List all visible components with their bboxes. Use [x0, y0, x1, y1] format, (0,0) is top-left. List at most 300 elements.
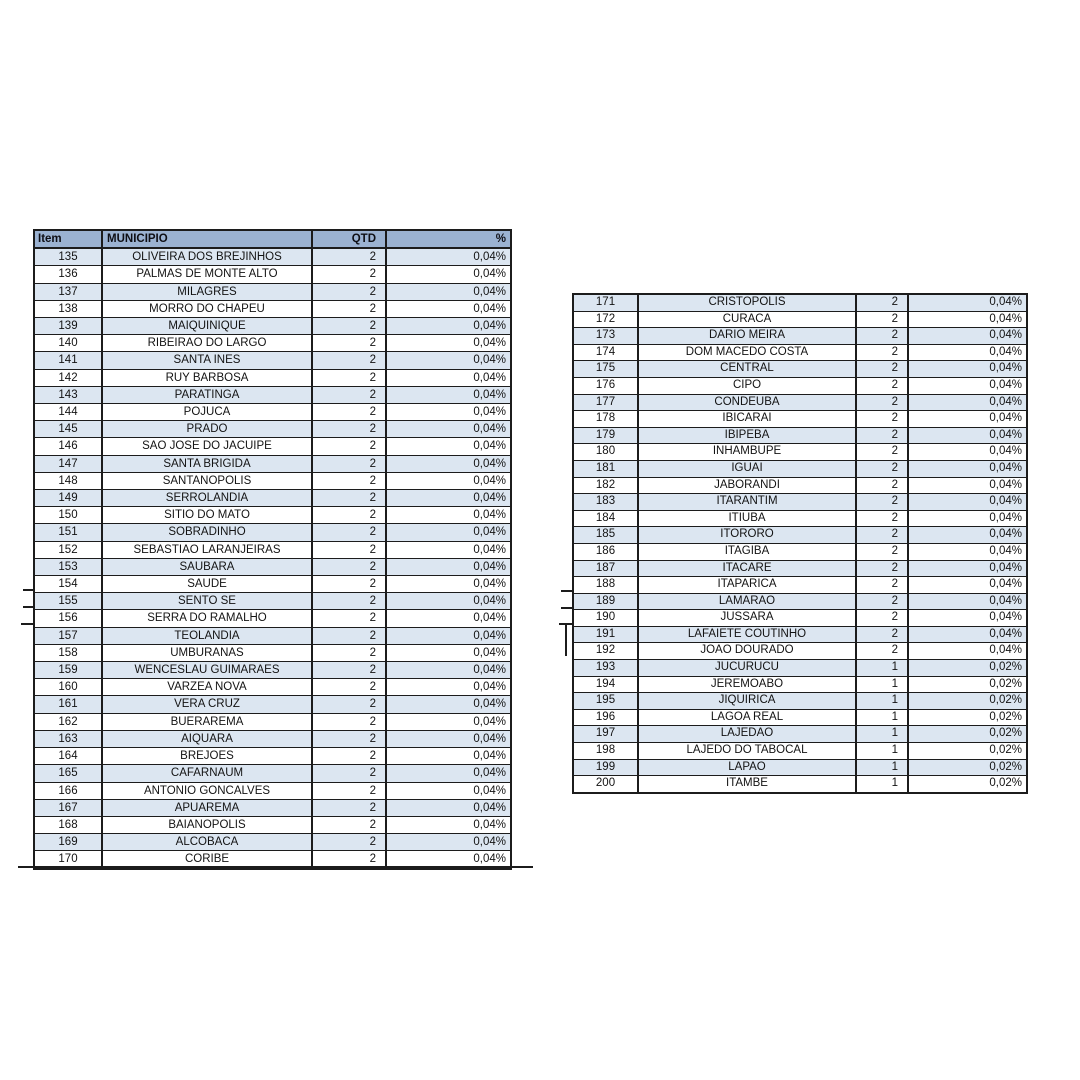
qtd-cell: 1 — [856, 726, 908, 743]
municipio-cell: SERROLANDIA — [102, 490, 312, 507]
table-row — [34, 266, 511, 283]
municipio-cell: JIQUIRICA — [638, 693, 856, 710]
pct-cell: 0,02% — [908, 660, 1027, 677]
qtd-cell: 2 — [856, 444, 908, 461]
qtd-cell: 2 — [312, 644, 386, 661]
item-cell: 159 — [34, 662, 102, 679]
municipio-cell: CURACA — [638, 311, 856, 328]
item-cell: 196 — [573, 709, 638, 726]
qtd-cell: 2 — [312, 472, 386, 489]
table-row — [573, 460, 1027, 477]
table-row — [573, 726, 1027, 743]
municipality-table-left — [33, 229, 512, 870]
table-row — [573, 610, 1027, 627]
pct-cell: 0,04% — [908, 411, 1027, 428]
pct-cell: 0,04% — [908, 643, 1027, 660]
pct-cell: 0,04% — [386, 524, 511, 541]
pct-cell: 0,04% — [908, 427, 1027, 444]
scan-artifact-line — [23, 589, 34, 591]
municipio-cell: JABORANDI — [638, 477, 856, 494]
scan-artifact-line — [23, 606, 34, 608]
qtd-cell: 2 — [312, 679, 386, 696]
table-row — [34, 472, 511, 489]
municipio-cell: IBICARAI — [638, 411, 856, 428]
municipio-cell: LAGOA REAL — [638, 709, 856, 726]
qtd-cell: 1 — [856, 776, 908, 793]
qtd-cell: 2 — [856, 394, 908, 411]
municipio-cell: APUAREMA — [102, 799, 312, 816]
table-row — [573, 776, 1027, 793]
pct-cell: 0,04% — [386, 541, 511, 558]
municipio-cell: PALMAS DE MONTE ALTO — [102, 266, 312, 283]
item-cell: 192 — [573, 643, 638, 660]
pct-cell: 0,02% — [908, 776, 1027, 793]
pct-cell: 0,02% — [908, 743, 1027, 760]
table-row — [573, 709, 1027, 726]
header-row — [34, 230, 511, 248]
municipio-cell: RIBEIRAO DO LARGO — [102, 335, 312, 352]
table-row — [573, 494, 1027, 511]
item-cell: 139 — [34, 318, 102, 335]
item-cell: 176 — [573, 377, 638, 394]
left-table-body — [34, 248, 511, 868]
municipio-cell: VARZEA NOVA — [102, 679, 312, 696]
pct-cell: 0,02% — [908, 709, 1027, 726]
qtd-cell: 2 — [312, 799, 386, 816]
qtd-cell: 2 — [312, 283, 386, 300]
qtd-cell: 2 — [312, 524, 386, 541]
municipio-cell: CONDEUBA — [638, 394, 856, 411]
qtd-cell: 1 — [856, 759, 908, 776]
item-cell: 168 — [34, 816, 102, 833]
qtd-cell: 1 — [856, 743, 908, 760]
pct-cell: 0,04% — [386, 386, 511, 403]
table-row — [573, 626, 1027, 643]
table-row — [573, 543, 1027, 560]
item-cell: 156 — [34, 610, 102, 627]
table-row — [34, 765, 511, 782]
municipio-cell: DOM MACEDO COSTA — [638, 344, 856, 361]
pct-cell: 0,04% — [386, 748, 511, 765]
qtd-cell: 2 — [856, 527, 908, 544]
qtd-cell: 2 — [312, 318, 386, 335]
pct-cell: 0,04% — [386, 404, 511, 421]
qtd-cell: 2 — [312, 558, 386, 575]
item-cell: 147 — [34, 455, 102, 472]
qtd-cell: 2 — [312, 369, 386, 386]
pct-cell: 0,04% — [386, 730, 511, 747]
pct-cell: 0,02% — [908, 726, 1027, 743]
table-row — [34, 610, 511, 627]
item-cell: 180 — [573, 444, 638, 461]
table-row — [573, 660, 1027, 677]
qtd-cell: 2 — [856, 626, 908, 643]
pct-cell: 0,04% — [908, 328, 1027, 345]
qtd-cell: 2 — [312, 421, 386, 438]
municipio-cell: ITIUBA — [638, 510, 856, 527]
qtd-cell: 2 — [312, 593, 386, 610]
pct-cell: 0,04% — [908, 311, 1027, 328]
item-cell: 175 — [573, 361, 638, 378]
table-row — [34, 283, 511, 300]
item-cell: 158 — [34, 644, 102, 661]
table-row — [573, 510, 1027, 527]
table-row — [34, 748, 511, 765]
item-cell: 161 — [34, 696, 102, 713]
qtd-cell: 2 — [856, 294, 908, 311]
qtd-cell: 2 — [856, 427, 908, 444]
table-row — [573, 577, 1027, 594]
municipio-cell: DARIO MEIRA — [638, 328, 856, 345]
table-row — [34, 576, 511, 593]
qtd-cell: 2 — [856, 311, 908, 328]
table-row — [573, 643, 1027, 660]
qtd-cell: 2 — [312, 627, 386, 644]
qtd-cell: 2 — [856, 543, 908, 560]
item-cell: 136 — [34, 266, 102, 283]
table-row — [573, 676, 1027, 693]
municipio-cell: IGUAI — [638, 460, 856, 477]
municipio-cell: PRADO — [102, 421, 312, 438]
municipio-cell: ITACARE — [638, 560, 856, 577]
pct-cell: 0,04% — [908, 527, 1027, 544]
table-row — [573, 759, 1027, 776]
qtd-cell: 2 — [312, 352, 386, 369]
table-row — [34, 507, 511, 524]
table-row — [34, 782, 511, 799]
municipio-cell: ITAPARICA — [638, 577, 856, 594]
item-cell: 194 — [573, 676, 638, 693]
pct-cell: 0,04% — [386, 799, 511, 816]
pct-cell: 0,04% — [908, 610, 1027, 627]
item-cell: 173 — [573, 328, 638, 345]
municipio-cell: ALCOBACA — [102, 834, 312, 851]
table-row — [34, 386, 511, 403]
qtd-cell: 2 — [856, 477, 908, 494]
table-row — [34, 318, 511, 335]
table-row — [34, 834, 511, 851]
municipio-cell: ITAGIBA — [638, 543, 856, 560]
municipio-cell: INHAMBUPE — [638, 444, 856, 461]
item-cell: 171 — [573, 294, 638, 311]
table-row — [34, 524, 511, 541]
table-row — [34, 558, 511, 575]
municipio-cell: WENCESLAU GUIMARAES — [102, 662, 312, 679]
qtd-cell: 2 — [312, 816, 386, 833]
item-cell: 189 — [573, 593, 638, 610]
item-cell: 135 — [34, 248, 102, 266]
pct-cell: 0,04% — [386, 610, 511, 627]
item-cell: 163 — [34, 730, 102, 747]
qtd-cell: 2 — [312, 404, 386, 421]
municipio-cell: LAJEDAO — [638, 726, 856, 743]
municipio-cell: CRISTOPOLIS — [638, 294, 856, 311]
pct-cell: 0,04% — [908, 477, 1027, 494]
qtd-cell: 2 — [312, 696, 386, 713]
pct-cell: 0,04% — [386, 318, 511, 335]
table-row — [573, 593, 1027, 610]
pct-cell: 0,04% — [386, 352, 511, 369]
pct-cell: 0,04% — [386, 576, 511, 593]
municipio-cell: SITIO DO MATO — [102, 507, 312, 524]
item-cell: 151 — [34, 524, 102, 541]
qtd-cell: 2 — [312, 610, 386, 627]
header-item: Item — [34, 230, 102, 248]
table-row — [573, 743, 1027, 760]
item-cell: 200 — [573, 776, 638, 793]
item-cell: 190 — [573, 610, 638, 627]
table-row — [34, 404, 511, 421]
item-cell: 165 — [34, 765, 102, 782]
pct-cell: 0,04% — [386, 335, 511, 352]
qtd-cell: 2 — [856, 377, 908, 394]
pct-cell: 0,04% — [386, 627, 511, 644]
table-row — [573, 427, 1027, 444]
scan-artifact-line — [561, 607, 573, 609]
table-row — [573, 444, 1027, 461]
item-cell: 143 — [34, 386, 102, 403]
qtd-cell: 1 — [856, 676, 908, 693]
qtd-cell: 1 — [856, 660, 908, 677]
table-row — [573, 328, 1027, 345]
right-table-body — [573, 294, 1027, 793]
qtd-cell: 2 — [312, 300, 386, 317]
table-row — [34, 248, 511, 266]
pct-cell: 0,04% — [386, 851, 511, 869]
item-cell: 140 — [34, 335, 102, 352]
scan-artifact-line — [21, 623, 34, 625]
municipio-cell: MAIQUINIQUE — [102, 318, 312, 335]
qtd-cell: 2 — [312, 507, 386, 524]
municipio-cell: LAFAIETE COUTINHO — [638, 626, 856, 643]
table-row — [573, 311, 1027, 328]
municipio-cell: SEBASTIAO LARANJEIRAS — [102, 541, 312, 558]
municipio-cell: BAIANOPOLIS — [102, 816, 312, 833]
municipio-cell: UMBURANAS — [102, 644, 312, 661]
item-cell: 197 — [573, 726, 638, 743]
table-row — [34, 352, 511, 369]
municipio-cell: AIQUARA — [102, 730, 312, 747]
item-cell: 160 — [34, 679, 102, 696]
pct-cell: 0,04% — [386, 266, 511, 283]
item-cell: 154 — [34, 576, 102, 593]
pct-cell: 0,04% — [386, 816, 511, 833]
municipio-cell: SAO JOSE DO JACUIPE — [102, 438, 312, 455]
municipio-cell: ITARANTIM — [638, 494, 856, 511]
qtd-cell: 2 — [312, 335, 386, 352]
header-municipio: MUNICIPIO — [102, 230, 312, 248]
item-cell: 170 — [34, 851, 102, 869]
item-cell: 191 — [573, 626, 638, 643]
item-cell: 186 — [573, 543, 638, 560]
pct-cell: 0,04% — [908, 593, 1027, 610]
qtd-cell: 2 — [856, 460, 908, 477]
pct-cell: 0,04% — [908, 394, 1027, 411]
municipio-cell: SANTA INES — [102, 352, 312, 369]
item-cell: 167 — [34, 799, 102, 816]
pct-cell: 0,04% — [908, 460, 1027, 477]
municipio-cell: JEREMOABO — [638, 676, 856, 693]
qtd-cell: 2 — [312, 266, 386, 283]
pct-cell: 0,04% — [386, 834, 511, 851]
municipio-cell: SANTA BRIGIDA — [102, 455, 312, 472]
item-cell: 198 — [573, 743, 638, 760]
municipio-cell: TEOLANDIA — [102, 627, 312, 644]
qtd-cell: 2 — [312, 576, 386, 593]
qtd-cell: 2 — [312, 248, 386, 266]
table-header — [34, 230, 511, 248]
municipio-cell: MORRO DO CHAPEU — [102, 300, 312, 317]
qtd-cell: 2 — [856, 610, 908, 627]
pct-cell: 0,04% — [386, 490, 511, 507]
pct-cell: 0,04% — [386, 369, 511, 386]
item-cell: 148 — [34, 472, 102, 489]
municipio-cell: ANTONIO GONCALVES — [102, 782, 312, 799]
qtd-cell: 2 — [856, 328, 908, 345]
municipio-cell: SAUDE — [102, 576, 312, 593]
table-row — [573, 411, 1027, 428]
municipio-cell: CAFARNAUM — [102, 765, 312, 782]
table-row — [34, 627, 511, 644]
table-row — [573, 294, 1027, 311]
table-row — [34, 369, 511, 386]
pct-cell: 0,04% — [908, 494, 1027, 511]
pct-cell: 0,04% — [908, 560, 1027, 577]
table-row — [573, 377, 1027, 394]
qtd-cell: 2 — [856, 411, 908, 428]
municipio-cell: SAUBARA — [102, 558, 312, 575]
header-qtd: QTD — [312, 230, 386, 248]
qtd-cell: 1 — [856, 693, 908, 710]
table-row — [34, 593, 511, 610]
pct-cell: 0,04% — [386, 455, 511, 472]
qtd-cell: 2 — [312, 748, 386, 765]
qtd-cell: 2 — [312, 455, 386, 472]
item-cell: 150 — [34, 507, 102, 524]
item-cell: 188 — [573, 577, 638, 594]
pct-cell: 0,04% — [386, 300, 511, 317]
table-row — [34, 816, 511, 833]
item-cell: 174 — [573, 344, 638, 361]
municipio-cell: ITAMBE — [638, 776, 856, 793]
municipio-cell: SERRA DO RAMALHO — [102, 610, 312, 627]
qtd-cell: 2 — [312, 713, 386, 730]
item-cell: 146 — [34, 438, 102, 455]
pct-cell: 0,04% — [908, 344, 1027, 361]
item-cell: 179 — [573, 427, 638, 444]
table-row — [34, 490, 511, 507]
municipio-cell: VERA CRUZ — [102, 696, 312, 713]
municipio-cell: OLIVEIRA DOS BREJINHOS — [102, 248, 312, 266]
pct-cell: 0,04% — [908, 294, 1027, 311]
item-cell: 141 — [34, 352, 102, 369]
qtd-cell: 2 — [312, 782, 386, 799]
pct-cell: 0,04% — [386, 593, 511, 610]
item-cell: 166 — [34, 782, 102, 799]
pct-cell: 0,04% — [386, 696, 511, 713]
item-cell: 137 — [34, 283, 102, 300]
municipio-cell: JUCURUCU — [638, 660, 856, 677]
table-row — [34, 438, 511, 455]
municipio-cell: JOAO DOURADO — [638, 643, 856, 660]
municipio-cell: CENTRAL — [638, 361, 856, 378]
item-cell: 187 — [573, 560, 638, 577]
item-cell: 145 — [34, 421, 102, 438]
pct-cell: 0,02% — [908, 693, 1027, 710]
table-row — [573, 477, 1027, 494]
municipio-cell: POJUCA — [102, 404, 312, 421]
table-row — [34, 696, 511, 713]
table-row — [34, 335, 511, 352]
item-cell: 195 — [573, 693, 638, 710]
pct-cell: 0,04% — [908, 577, 1027, 594]
municipio-cell: LAJEDO DO TABOCAL — [638, 743, 856, 760]
header-percent: % — [386, 230, 511, 248]
item-cell: 164 — [34, 748, 102, 765]
pct-cell: 0,04% — [386, 713, 511, 730]
pct-cell: 0,04% — [386, 558, 511, 575]
municipio-cell: SANTANOPOLIS — [102, 472, 312, 489]
item-cell: 199 — [573, 759, 638, 776]
pct-cell: 0,04% — [908, 543, 1027, 560]
item-cell: 177 — [573, 394, 638, 411]
qtd-cell: 2 — [312, 438, 386, 455]
qtd-cell: 2 — [856, 494, 908, 511]
scan-artifact-line — [561, 590, 573, 592]
qtd-cell: 2 — [856, 510, 908, 527]
item-cell: 178 — [573, 411, 638, 428]
pct-cell: 0,04% — [386, 472, 511, 489]
table-row — [573, 560, 1027, 577]
item-cell: 142 — [34, 369, 102, 386]
item-cell: 153 — [34, 558, 102, 575]
qtd-cell: 2 — [856, 593, 908, 610]
table-row — [34, 455, 511, 472]
pct-cell: 0,04% — [386, 421, 511, 438]
municipio-cell: ITORORO — [638, 527, 856, 544]
pct-cell: 0,04% — [908, 361, 1027, 378]
qtd-cell: 2 — [856, 577, 908, 594]
scan-artifact-line — [565, 624, 567, 656]
pct-cell: 0,04% — [386, 644, 511, 661]
item-cell: 144 — [34, 404, 102, 421]
qtd-cell: 2 — [312, 490, 386, 507]
item-cell: 172 — [573, 311, 638, 328]
item-cell: 152 — [34, 541, 102, 558]
qtd-cell: 2 — [856, 361, 908, 378]
municipio-cell: BREJOES — [102, 748, 312, 765]
qtd-cell: 2 — [312, 851, 386, 869]
scan-artifact-line — [18, 866, 533, 868]
table-row — [573, 361, 1027, 378]
qtd-cell: 2 — [312, 386, 386, 403]
pct-cell: 0,04% — [386, 765, 511, 782]
item-cell: 181 — [573, 460, 638, 477]
table-row — [34, 662, 511, 679]
pct-cell: 0,04% — [386, 507, 511, 524]
item-cell: 182 — [573, 477, 638, 494]
municipio-cell: CORIBE — [102, 851, 312, 869]
table-row — [34, 644, 511, 661]
municipio-cell: LAMARAO — [638, 593, 856, 610]
qtd-cell: 2 — [312, 765, 386, 782]
municipio-cell: IBIPEBA — [638, 427, 856, 444]
qtd-cell: 2 — [312, 730, 386, 747]
table-row — [34, 679, 511, 696]
item-cell: 155 — [34, 593, 102, 610]
qtd-cell: 2 — [312, 662, 386, 679]
pct-cell: 0,04% — [386, 782, 511, 799]
